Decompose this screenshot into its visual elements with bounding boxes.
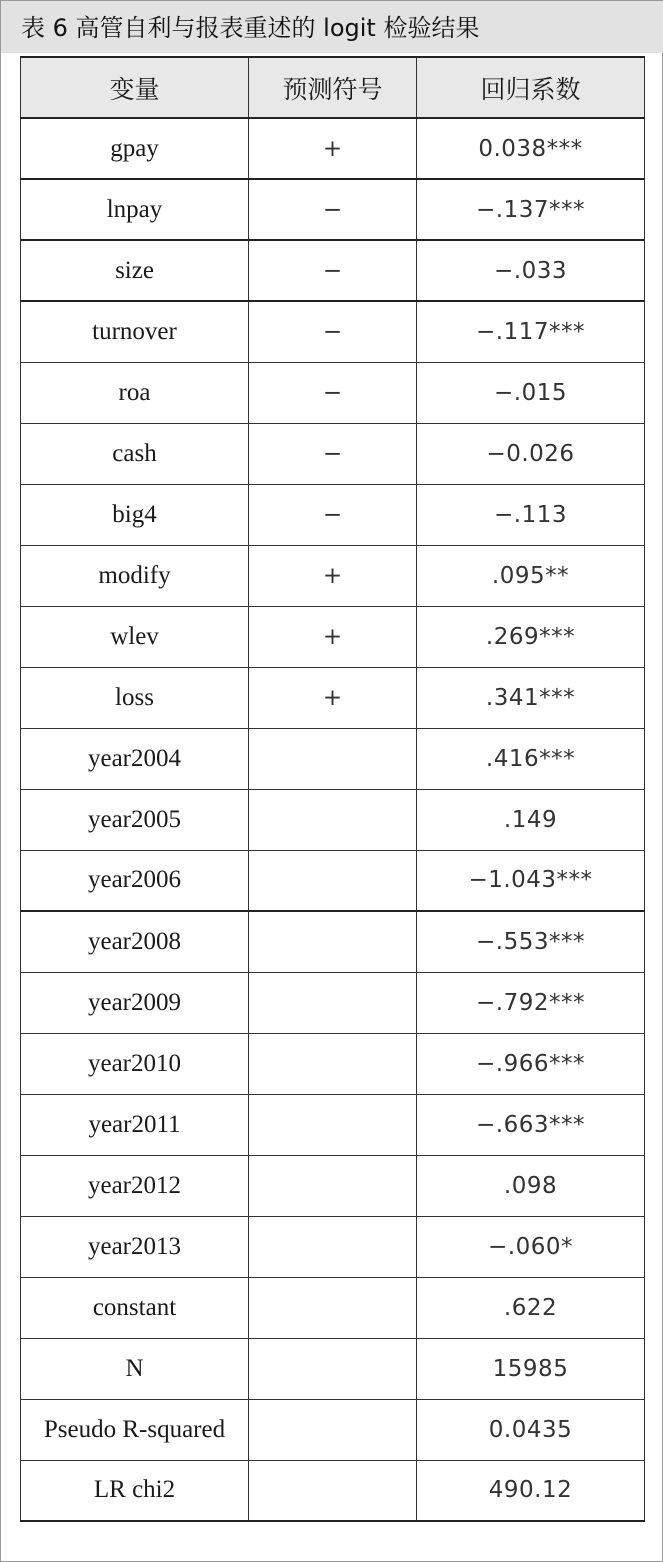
- coefficient-cell: .416***: [417, 728, 645, 789]
- coefficient-cell: −.663***: [417, 1094, 645, 1155]
- table-row: [21, 362, 645, 423]
- sign-cell: [249, 789, 417, 850]
- table-row: [21, 545, 645, 606]
- sign-cell: [249, 1338, 417, 1399]
- table-row: [21, 484, 645, 545]
- sign-cell: [249, 1094, 417, 1155]
- sign-cell: [249, 1277, 417, 1338]
- sign-cell: −: [249, 301, 417, 362]
- sign-cell: [249, 1216, 417, 1277]
- variable-cell: size: [21, 240, 249, 301]
- variable-cell: N: [21, 1338, 249, 1399]
- coefficient-cell: 0.038***: [417, 118, 645, 179]
- coefficient-cell: −.553***: [417, 911, 645, 972]
- sign-cell: −: [249, 484, 417, 545]
- sign-cell: [249, 1399, 417, 1460]
- sign-cell: −: [249, 423, 417, 484]
- table-row: [21, 1460, 645, 1521]
- table-row: [21, 667, 645, 728]
- sign-cell: −: [249, 240, 417, 301]
- header-coefficient: 回归系数: [417, 57, 645, 118]
- variable-cell: Pseudo R-squared: [21, 1399, 249, 1460]
- sign-cell: +: [249, 118, 417, 179]
- table-row: [21, 850, 645, 911]
- coefficient-cell: −.792***: [417, 972, 645, 1033]
- coefficient-cell: −.137***: [417, 179, 645, 240]
- variable-cell: wlev: [21, 606, 249, 667]
- variable-cell: gpay: [21, 118, 249, 179]
- table-row: [21, 606, 645, 667]
- table-row: [21, 789, 645, 850]
- sign-cell: [249, 972, 417, 1033]
- variable-cell: year2008: [21, 911, 249, 972]
- table-row: [21, 423, 645, 484]
- coefficient-cell: −.117***: [417, 301, 645, 362]
- variable-cell: year2012: [21, 1155, 249, 1216]
- coefficient-cell: .622: [417, 1277, 645, 1338]
- table-row: [21, 301, 645, 362]
- variable-cell: year2006: [21, 850, 249, 911]
- sign-cell: [249, 911, 417, 972]
- coefficient-cell: 490.12: [417, 1460, 645, 1521]
- sign-cell: [249, 850, 417, 911]
- variable-cell: big4: [21, 484, 249, 545]
- coefficient-cell: −.966***: [417, 1033, 645, 1094]
- sign-cell: +: [249, 667, 417, 728]
- variable-cell: turnover: [21, 301, 249, 362]
- variable-cell: year2009: [21, 972, 249, 1033]
- table-row: [21, 911, 645, 972]
- table-row: [21, 1155, 645, 1216]
- coefficient-cell: .149: [417, 789, 645, 850]
- variable-cell: LR chi2: [21, 1460, 249, 1521]
- coefficient-cell: −.015: [417, 362, 645, 423]
- sign-cell: +: [249, 606, 417, 667]
- table-title: 表 6 高管自利与报表重述的 logit 检验结果: [1, 1, 663, 53]
- table-row: [21, 1033, 645, 1094]
- sign-cell: [249, 1033, 417, 1094]
- coefficient-cell: 0.0435: [417, 1399, 645, 1460]
- coefficient-cell: 15985: [417, 1338, 645, 1399]
- coefficient-cell: .341***: [417, 667, 645, 728]
- variable-cell: lnpay: [21, 179, 249, 240]
- variable-cell: constant: [21, 1277, 249, 1338]
- variable-cell: year2010: [21, 1033, 249, 1094]
- table-row: [21, 1399, 645, 1460]
- variable-cell: cash: [21, 423, 249, 484]
- coefficient-cell: −.060*: [417, 1216, 645, 1277]
- sign-cell: [249, 1460, 417, 1521]
- table-row: [21, 1338, 645, 1399]
- sign-cell: +: [249, 545, 417, 606]
- variable-cell: year2011: [21, 1094, 249, 1155]
- variable-cell: year2004: [21, 728, 249, 789]
- coefficient-cell: .095**: [417, 545, 645, 606]
- header-predicted-sign: 预测符号: [249, 57, 417, 118]
- variable-cell: year2013: [21, 1216, 249, 1277]
- variable-cell: loss: [21, 667, 249, 728]
- variable-cell: year2005: [21, 789, 249, 850]
- sign-cell: −: [249, 362, 417, 423]
- coefficient-cell: −.113: [417, 484, 645, 545]
- table-header-row: [21, 57, 645, 118]
- variable-cell: roa: [21, 362, 249, 423]
- table-row: [21, 972, 645, 1033]
- sign-cell: −: [249, 179, 417, 240]
- header-variable: 变量: [21, 57, 249, 118]
- coefficient-cell: −0.026: [417, 423, 645, 484]
- table-row: [21, 240, 645, 301]
- table-row: [21, 1216, 645, 1277]
- sign-cell: [249, 728, 417, 789]
- table-row: [21, 1094, 645, 1155]
- table-row: [21, 179, 645, 240]
- logit-results-table: [20, 56, 645, 1522]
- table-row: [21, 118, 645, 179]
- table-row: [21, 1277, 645, 1338]
- sign-cell: [249, 1155, 417, 1216]
- variable-cell: modify: [21, 545, 249, 606]
- coefficient-cell: .098: [417, 1155, 645, 1216]
- coefficient-cell: −1.043***: [417, 850, 645, 911]
- table-row: [21, 728, 645, 789]
- coefficient-cell: −.033: [417, 240, 645, 301]
- coefficient-cell: .269***: [417, 606, 645, 667]
